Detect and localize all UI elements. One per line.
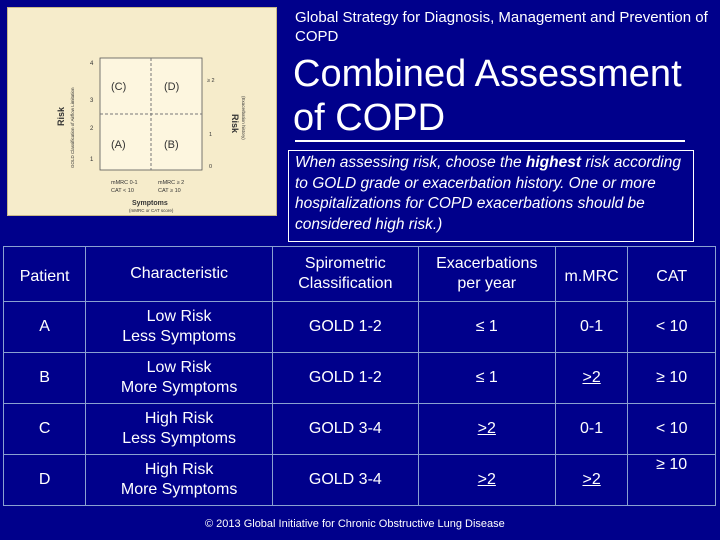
title-line-1: Combined Assessment — [293, 53, 682, 95]
header-characteristic: Characteristic — [86, 247, 273, 302]
header-patient: Patient — [4, 247, 86, 302]
left-tick: 4 — [90, 61, 94, 67]
right-tick: 0 — [209, 164, 213, 170]
patient-cell: C — [4, 404, 86, 455]
quadrant-a: (A) — [111, 139, 126, 151]
right-axis-sublabel: (Exacerbation history) — [241, 96, 246, 140]
low-symptoms-line1: mMRC 0-1 — [111, 180, 138, 186]
note-text-before: When assessing risk, choose the — [295, 154, 526, 171]
note-text-after: risk according to GOLD grade or exacerbation history. One or more hospitalizations for COPD exacerbations should be considered high risk.) — [295, 154, 681, 233]
cat-cell: < 10 — [628, 302, 716, 353]
exacerbations-cell: >2 — [418, 404, 555, 455]
header-exacerbations: Exacerbations per year — [418, 247, 555, 302]
title-underline — [295, 140, 685, 142]
header-spirometric: Spirometric Classification — [272, 247, 418, 302]
cat-cell: < 10 — [628, 404, 716, 455]
mmrc-cell: >2 — [555, 353, 628, 404]
header-cat: CAT — [628, 247, 716, 302]
right-tick: ≥ 2 — [207, 78, 215, 84]
title-line-2: of COPD — [293, 97, 446, 139]
spirometric-cell: GOLD 3-4 — [272, 455, 418, 506]
left-tick: 3 — [90, 98, 94, 104]
exacerbations-cell: >2 — [418, 455, 555, 506]
characteristic-cell: High Risk More Symptoms — [86, 455, 273, 506]
right-axis-label: Risk — [230, 114, 240, 134]
slide-subtitle: Global Strategy for Diagnosis, Management and Prevention of COPD — [295, 9, 708, 45]
left-axis-sublabel: GOLD Classification of Airflow Limitation — [70, 87, 75, 168]
mmrc-cell: 0-1 — [555, 404, 628, 455]
quadrant-b: (B) — [164, 139, 179, 151]
quadrant-c: (C) — [111, 81, 127, 93]
assessment-quadrant-diagram — [8, 8, 276, 215]
bottom-axis-sublabel: (mMRC or CAT score) — [129, 208, 174, 213]
table-row — [4, 302, 716, 353]
high-symptoms-line1: mMRC ≥ 2 — [158, 180, 185, 186]
cat-cell: ≥ 10 — [628, 455, 716, 506]
quadrant-d: (D) — [164, 81, 180, 93]
low-symptoms-line2: CAT < 10 — [111, 188, 134, 194]
table-row — [4, 404, 716, 455]
right-tick: 1 — [209, 132, 213, 138]
header-mmrc: m.MRC — [555, 247, 628, 302]
left-tick: 2 — [90, 126, 94, 132]
risk-note-box — [288, 150, 694, 242]
note-text-bold: highest — [525, 154, 582, 171]
spirometric-cell: GOLD 3-4 — [272, 404, 418, 455]
left-tick: 1 — [90, 157, 94, 163]
characteristic-cell: Low Risk Less Symptoms — [86, 302, 273, 353]
mmrc-cell: 0-1 — [555, 302, 628, 353]
spirometric-cell: GOLD 1-2 — [272, 302, 418, 353]
mmrc-cell: >2 — [555, 455, 628, 506]
bottom-axis-label: Symptoms — [132, 200, 168, 207]
table-row — [4, 353, 716, 404]
patient-cell: B — [4, 353, 86, 404]
exacerbations-cell: ≤ 1 — [418, 302, 555, 353]
spirometric-cell: GOLD 1-2 — [272, 353, 418, 404]
copyright-footer: © 2013 Global Initiative for Chronic Obstructive Lung Disease — [205, 518, 505, 530]
table-row — [4, 455, 716, 506]
patient-cell: D — [4, 455, 86, 506]
assessment-table — [3, 246, 716, 506]
characteristic-cell: Low Risk More Symptoms — [86, 353, 273, 404]
characteristic-cell: High Risk Less Symptoms — [86, 404, 273, 455]
combined-assessment-figure — [7, 7, 277, 216]
left-axis-label: Risk — [56, 106, 66, 126]
table-header-row — [4, 247, 716, 302]
exacerbations-cell: ≤ 1 — [418, 353, 555, 404]
high-symptoms-line2: CAT ≥ 10 — [158, 188, 181, 194]
patient-cell: A — [4, 302, 86, 353]
slide-title — [293, 52, 713, 140]
cat-cell: ≥ 10 — [628, 353, 716, 404]
